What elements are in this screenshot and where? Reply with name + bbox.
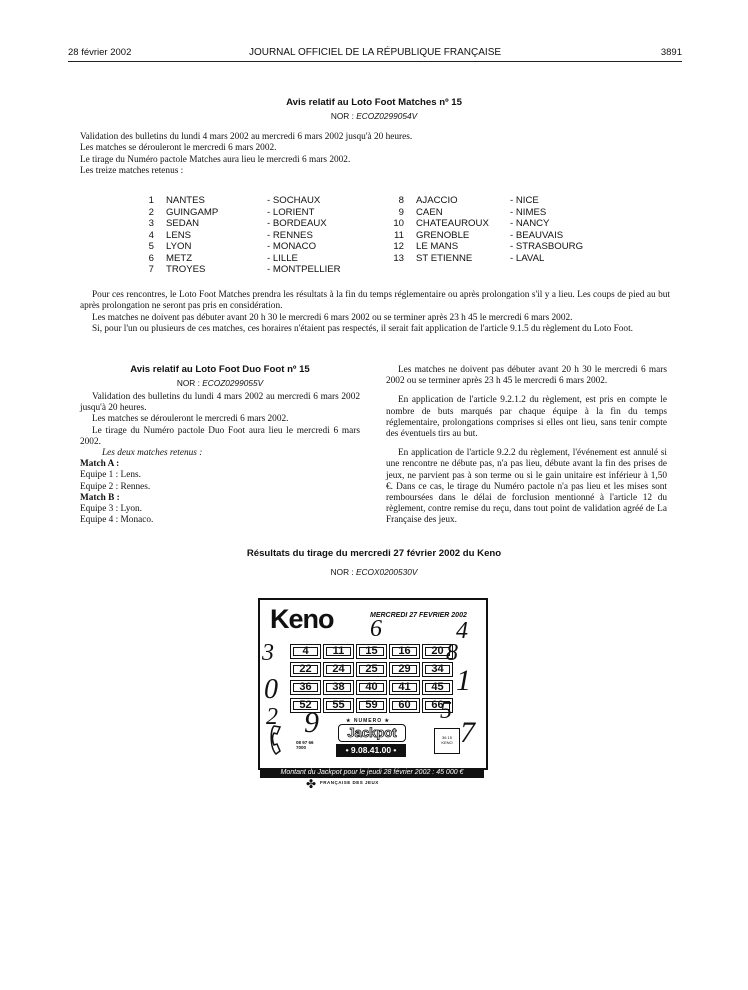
- match-row: [390, 207, 600, 219]
- keno-number: 59: [356, 698, 387, 713]
- nor-code: ECOZ0299055V: [202, 378, 264, 388]
- journal-title: JOURNAL OFFICIEL DE LA RÉPUBLIQUE FRANÇAISE: [248, 47, 502, 58]
- duo-line: Les deux matches retenus :: [102, 448, 203, 459]
- keno-results-image: [258, 598, 486, 790]
- match-away: - NANCY: [510, 218, 550, 229]
- decorative-digit: 3: [262, 640, 274, 666]
- match-number: 5: [148, 241, 154, 252]
- equipe-line: Equipe 4 : Monaco.: [80, 515, 154, 526]
- decorative-digit: 2: [266, 704, 278, 730]
- match-home: CHATEAUROUX: [416, 218, 489, 229]
- duo-foot-title: Avis relatif au Loto Foot Duo Foot nº 15: [130, 364, 310, 375]
- match-number: 9: [398, 206, 404, 218]
- match-away: - RENNES: [267, 229, 313, 241]
- fdj-logo-text: FRANÇAISE DES JEUX: [320, 780, 379, 785]
- page-number: 3891: [660, 47, 682, 58]
- keno-number: 15: [356, 644, 387, 659]
- match-home: SEDAN: [166, 218, 200, 229]
- match-row: [140, 264, 600, 276]
- match-row: [390, 230, 600, 242]
- decorative-digit: 5: [440, 698, 452, 724]
- keno-number: 11: [323, 644, 354, 659]
- match-row: [390, 241, 600, 253]
- keno-number: 34: [422, 662, 453, 677]
- page-header: [68, 47, 682, 62]
- match-away: - SOCHAUX: [267, 195, 321, 206]
- duo-line: Les matches se dérouleront le mercredi 6 mars 2002.: [92, 414, 289, 425]
- match-away: - MONTPELLIER: [267, 264, 341, 275]
- keno-number: 16: [389, 644, 420, 659]
- nor-code: ECOX0200530V: [356, 567, 418, 577]
- clover-logo-icon: ✤: [306, 777, 317, 791]
- keno-number: 24: [323, 662, 354, 677]
- decorative-digit: 8: [446, 640, 458, 666]
- match-away: - LORIENT: [267, 206, 315, 218]
- match-number: 7: [148, 264, 154, 275]
- match-home: ST ETIENNE: [416, 252, 473, 264]
- match-away: - NICE: [510, 195, 539, 206]
- match-number: 13: [393, 252, 404, 264]
- minitel-text: 36 15 KENO: [441, 735, 453, 745]
- match-number: 11: [394, 229, 404, 241]
- jackpot-numero-label: ★ NUMERO ★: [346, 718, 390, 724]
- match-away: - LILLE: [267, 252, 298, 264]
- nor-label: NOR :: [330, 111, 354, 121]
- match-home: LENS: [166, 229, 192, 241]
- jackpot-amount-banner: Montant du Jackpot pour le jeudi 28 février 2002 : 45 000 €: [260, 768, 484, 778]
- match-row: [390, 195, 600, 207]
- match-home: CAEN: [416, 206, 443, 218]
- duo-line: Validation des bulletins du lundi 4 mars 2002 au mercredi 6 mars 2002 jusqu'à 20 heures.: [80, 392, 360, 414]
- keno-number: 41: [389, 680, 420, 695]
- keno-number: 66: [422, 698, 453, 713]
- decorative-digit: 7: [460, 716, 475, 749]
- equipe-line: Equipe 2 : Rennes.: [80, 481, 151, 492]
- match-home: GUINGAMP: [166, 206, 219, 218]
- body-paragraph: Les matches ne doivent pas débuter avant 20 h 30 le mercredi 6 mars 2002 ou se terminer après 23 h 45 le mercredi 6 mars 2002.: [92, 312, 573, 323]
- keno-draw-date: MERCREDI 27 FEVRIER 2002: [370, 612, 467, 619]
- match-number: 1: [148, 195, 154, 206]
- match-home: NANTES: [166, 195, 205, 206]
- equipe-line: Equipe 1 : Lens.: [80, 470, 141, 481]
- keno-number: 20: [422, 644, 453, 659]
- match-number: 2: [148, 206, 154, 218]
- match-number: 8: [398, 195, 404, 206]
- keno-number: 22: [290, 662, 321, 677]
- match-b-label: Match B :: [80, 492, 120, 503]
- match-number: 4: [148, 229, 154, 241]
- match-home: LE MANS: [416, 241, 459, 252]
- match-home: METZ: [166, 252, 193, 264]
- match-home: LYON: [166, 241, 192, 252]
- decorative-digit: 0: [264, 674, 278, 705]
- match-number: 6: [148, 252, 154, 264]
- match-home: TROYES: [166, 264, 206, 275]
- decorative-digit: 1: [456, 664, 471, 697]
- intro-line: Les treize matches retenus :: [80, 166, 184, 177]
- jackpot-word: Jackpot: [338, 724, 406, 742]
- match-away: - LAVAL: [510, 252, 545, 264]
- header-date: 28 février 2002: [68, 47, 132, 58]
- keno-number: 29: [389, 662, 420, 677]
- nor-label: NOR :: [330, 567, 354, 577]
- match-a-label: Match A :: [80, 459, 120, 470]
- keno-number: 52: [290, 698, 321, 713]
- body-paragraph: Pour ces rencontres, le Loto Foot Matches prendra les résultats à la fin du temps réglementaire ou après prolongation s'il y a lieu. Les coups de pied au but après prolongation ne seront pas pris en considération.: [80, 290, 670, 312]
- match-away: - STRASBOURG: [510, 241, 584, 252]
- keno-number: 36: [290, 680, 321, 695]
- duo-paragraph: En application de l'article 9.2.1.2 du règlement, est pris en compte le nombre de buts marqués par chaque équipe à la fin du temps réglementaire, prolongations comprises si elles ont lieu, sans tenir compte des éventuels tirs au but.: [386, 395, 667, 440]
- decorative-digit: 9: [304, 706, 319, 739]
- keno-number: 40: [356, 680, 387, 695]
- match-away: - NIMES: [510, 206, 547, 218]
- duo-foot-left-column: [80, 392, 360, 526]
- match-away: - MONACO: [267, 241, 317, 252]
- match-away: - BORDEAUX: [267, 218, 327, 229]
- decorative-digit: 4: [456, 618, 468, 644]
- minitel-icon: [434, 728, 460, 754]
- keno-number: 38: [323, 680, 354, 695]
- match-away: - BEAUVAIS: [510, 229, 564, 241]
- match-row: [390, 253, 600, 265]
- keno-number: 55: [323, 698, 354, 713]
- nor-code: ECOZ0299054V: [356, 111, 418, 121]
- intro-line: Validation des bulletins du lundi 4 mars 2002 au mercredi 6 mars 2002 jusqu'à 20 heures.: [80, 132, 413, 142]
- keno-number: 4: [290, 644, 321, 659]
- jackpot-panel: [332, 718, 410, 762]
- keno-nor: [0, 567, 748, 577]
- duo-foot-right-column: [386, 365, 667, 527]
- match-home: GRENOBLE: [416, 229, 470, 241]
- match-number: 3: [148, 218, 154, 229]
- duo-line: Le tirage du Numéro pactole Duo Foot aura lieu le mercredi 6 mars 2002.: [80, 425, 360, 447]
- keno-title: Résultats du tirage du mercredi 27 février 2002 du Keno: [246, 548, 502, 559]
- duo-paragraph: En application de l'article 9.2.2 du règlement, l'événement est annulé si une rencontre ne débute pas, n'a pas lieu, débute avant la fin des prises de jeux, ne parvient pas à son terme ou si le gain unitaire est inférieur à 1,50 €. Dans ce cas, le tirage du Numéro pactole n'a pas lieu et les mises sont remboursées dans le délai de forclusion mentionné à l'article 12 du règlement, contre remise du reçu, dans tout point de validation agréé de La Française des jeux.: [386, 448, 667, 526]
- match-row: [390, 218, 600, 230]
- body-paragraph: Si, pour l'un ou plusieurs de ces matches, ces horaires n'étaient pas respectés, il serait fait application de l'article 9.1.5 du règlement du Loto Foot.: [92, 324, 633, 335]
- duo-paragraph: Les matches ne doivent pas débuter avant 20 h 30 le mercredi 6 mars 2002 ou se terminer après 23 h 45 le mercredi 6 mars 2002.: [386, 365, 667, 387]
- match-home: AJACCIO: [416, 195, 458, 206]
- loto-foot-nor: [0, 111, 748, 121]
- keno-frame: [258, 598, 488, 770]
- duo-foot-nor: [80, 378, 360, 388]
- loto-foot-title: Avis relatif au Loto Foot Matches nº 15: [286, 97, 462, 108]
- equipe-line: Equipe 3 : Lyon.: [80, 504, 142, 515]
- intro-line: Les matches se dérouleront le mercredi 6 mars 2002.: [80, 143, 277, 154]
- keno-number: 60: [389, 698, 420, 713]
- loto-foot-body: [80, 290, 670, 336]
- phone-number: 08 97 66 7000: [296, 740, 314, 750]
- jackpot-number: • 9.08.41.00 •: [336, 744, 406, 757]
- match-number: 12: [393, 241, 404, 252]
- decorative-digit: 6: [370, 616, 382, 642]
- intro-line: Le tirage du Numéro pactole Matches aura lieu le mercredi 6 mars 2002.: [80, 154, 351, 165]
- loto-foot-intro: [80, 132, 670, 178]
- keno-logo: Keno: [270, 604, 334, 634]
- keno-number: 45: [422, 680, 453, 695]
- nor-label: NOR :: [176, 378, 200, 388]
- keno-number: 25: [356, 662, 387, 677]
- telephone-icon: [268, 724, 292, 756]
- match-list: [140, 195, 600, 277]
- match-number: 10: [393, 218, 404, 229]
